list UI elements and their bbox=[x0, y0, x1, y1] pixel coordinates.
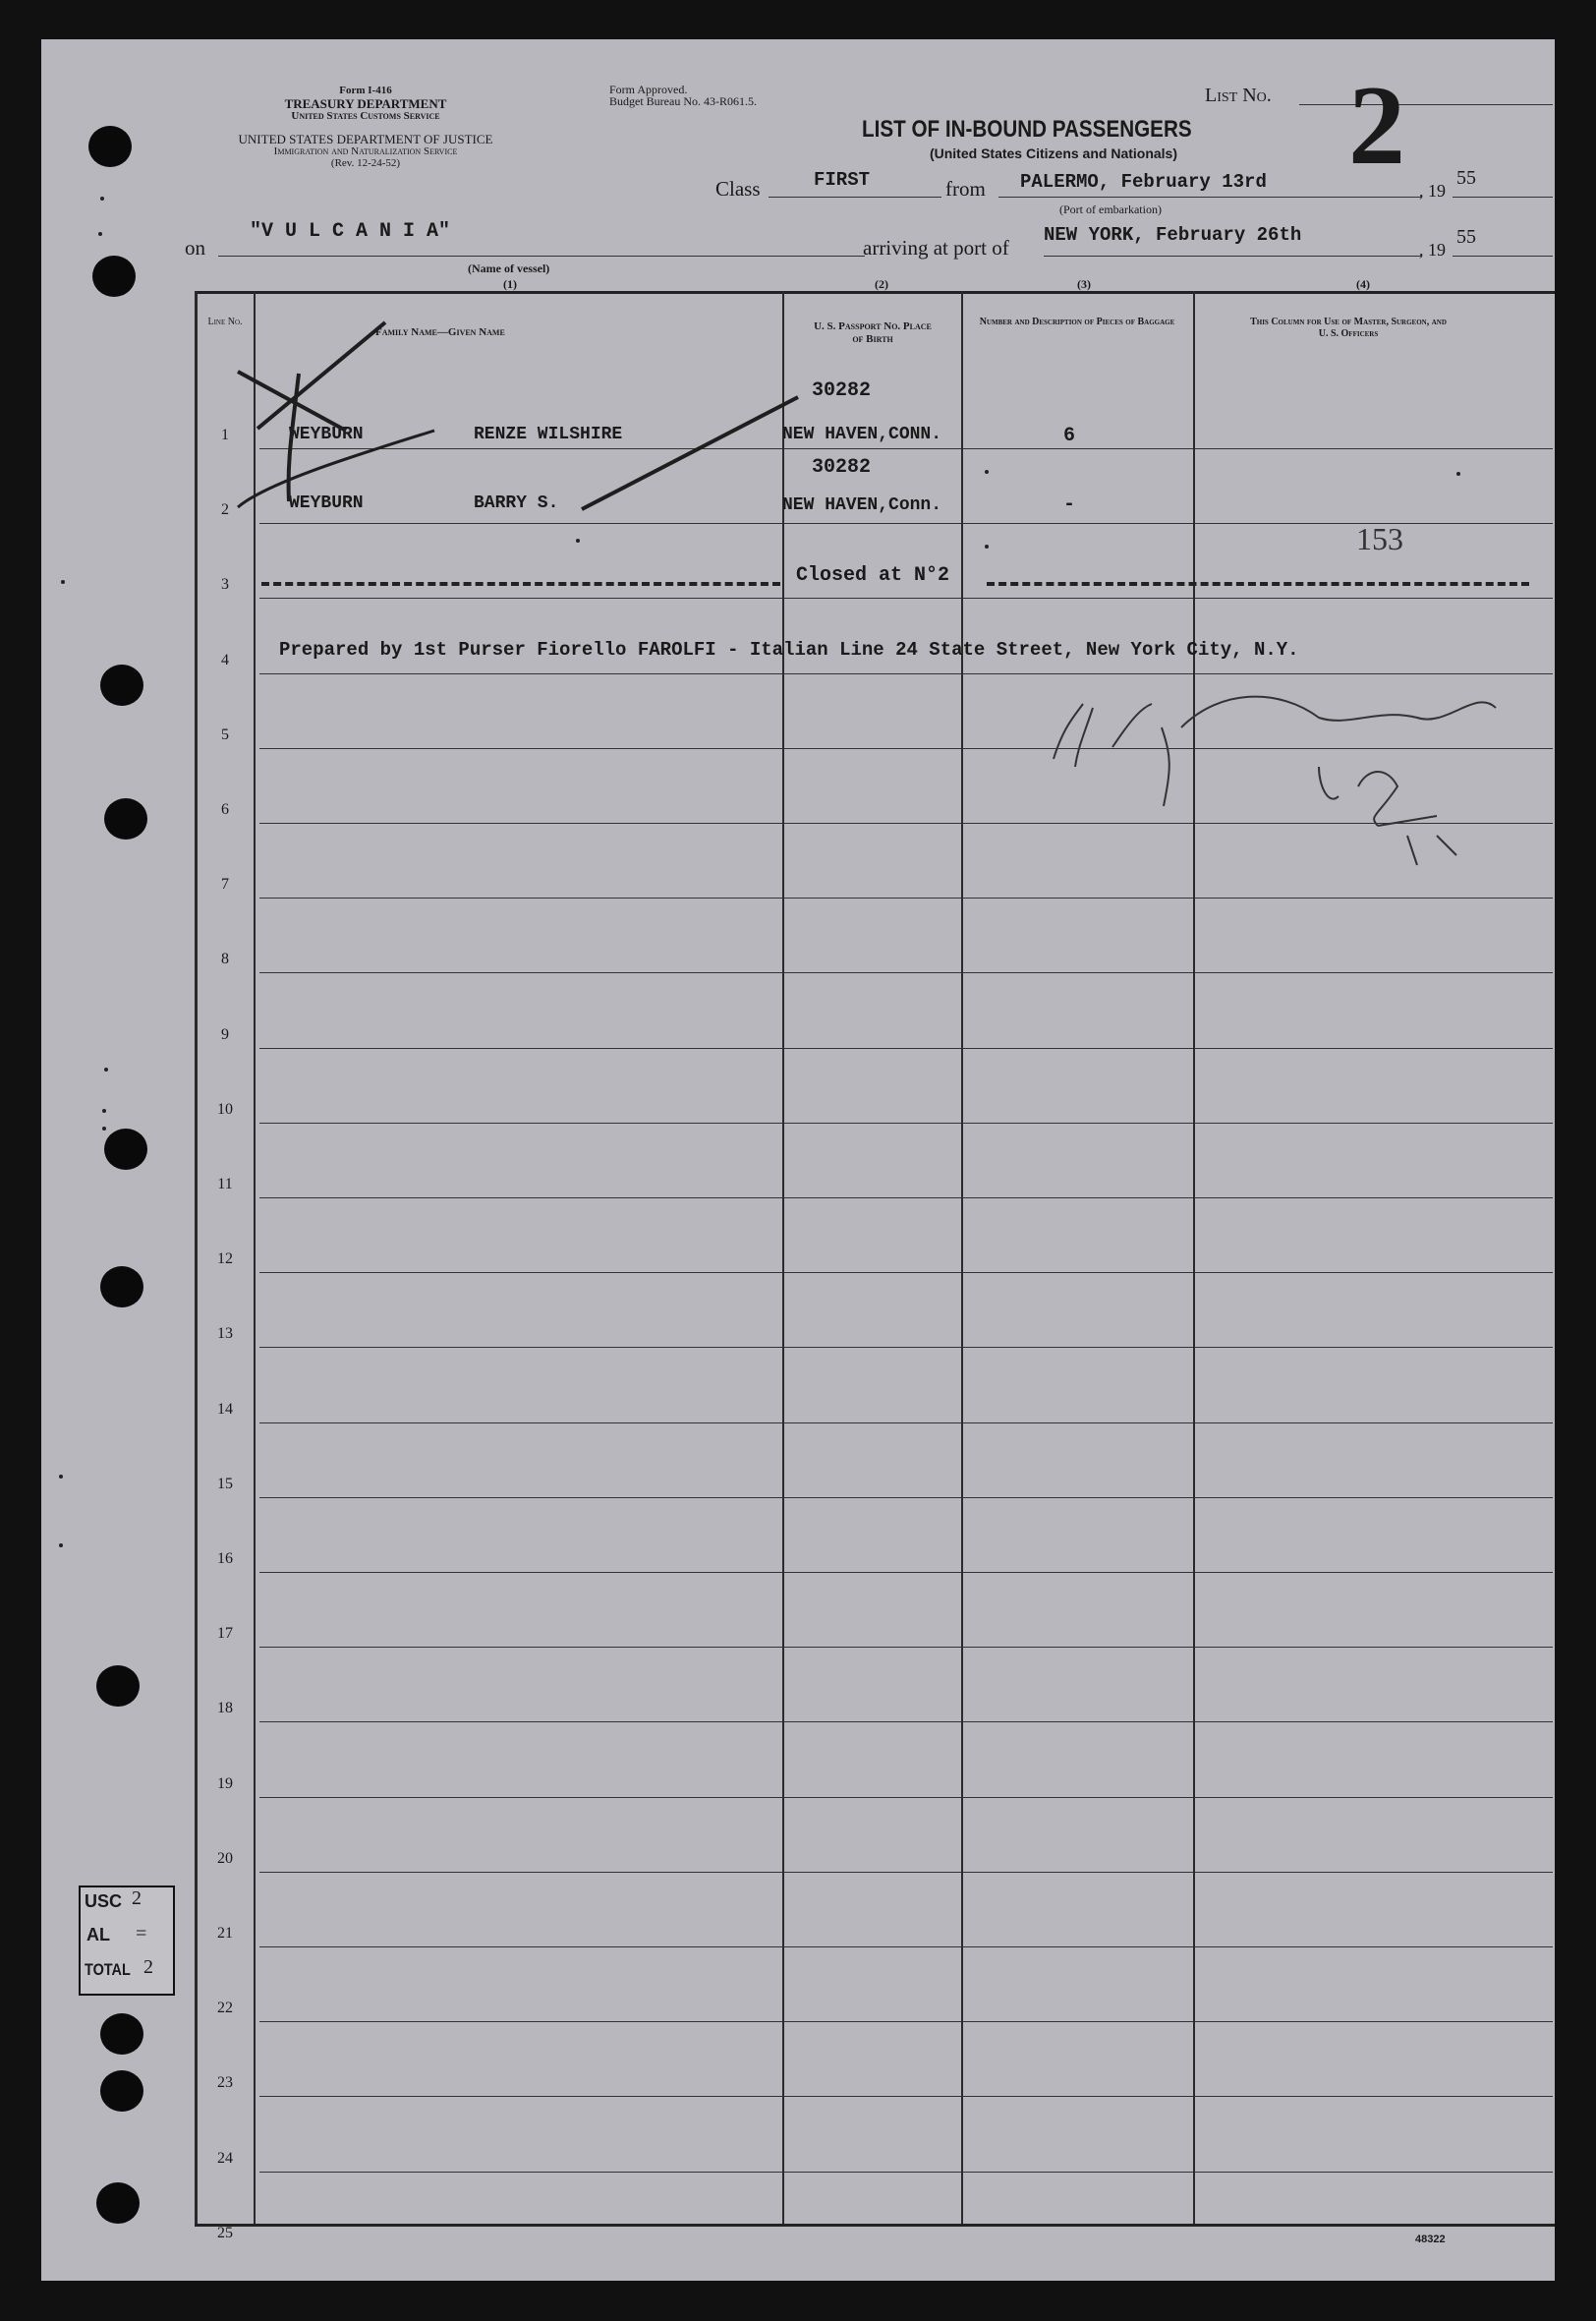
form-revision: (Rev. 12-24-52) bbox=[330, 157, 401, 169]
year-1: 55 bbox=[1456, 167, 1476, 189]
line-number-22: 22 bbox=[217, 2000, 233, 2017]
line-number-19: 19 bbox=[217, 1774, 233, 1792]
customs-service: United States Customs Service bbox=[291, 110, 440, 122]
class-label: Class bbox=[715, 177, 761, 201]
row1-birthplace: NEW HAVEN,CONN. bbox=[782, 425, 942, 444]
justice-department: UNITED STATES DEPARTMENT OF JUSTICE bbox=[238, 132, 493, 146]
stamp-number: 153 bbox=[1356, 521, 1403, 556]
on-label: on bbox=[185, 236, 205, 260]
page-subtitle: (United States Citizens and Nationals) bbox=[929, 145, 1178, 161]
list-number: 2 bbox=[1348, 63, 1405, 189]
line-number-15: 15 bbox=[217, 1475, 233, 1492]
page-title: LIST OF IN-BOUND PASSENGERS bbox=[862, 116, 1192, 143]
port-embarkation-label: (Port of embarkation) bbox=[1059, 203, 1162, 216]
line-number-9: 9 bbox=[221, 1025, 229, 1043]
line-number-21: 21 bbox=[217, 1925, 233, 1942]
document-sheet bbox=[41, 39, 1555, 2281]
prepared-by: Prepared by 1st Purser Fiorello FAROLFI - Italian Line 24 State Street, New York City, N.Y. bbox=[279, 639, 1299, 661]
col-number-1: (1) bbox=[503, 277, 517, 291]
row1-family-name: WEYBURN bbox=[289, 425, 364, 444]
row2-passport: 30282 bbox=[812, 456, 872, 479]
header-line-no: Line No. bbox=[207, 317, 243, 327]
row2-birthplace: NEW HAVEN,Conn. bbox=[782, 495, 942, 515]
year-2: 55 bbox=[1456, 226, 1476, 248]
line-number-25: 25 bbox=[217, 2224, 233, 2241]
line-number-17: 17 bbox=[217, 1625, 233, 1643]
line-number-8: 8 bbox=[221, 951, 229, 968]
arriving-port: NEW YORK, February 26th bbox=[1044, 224, 1302, 246]
budget-bureau: Budget Bureau No. 43-R061.5. bbox=[609, 94, 757, 108]
line-number-7: 7 bbox=[221, 876, 229, 894]
year-prefix-1: , 19 bbox=[1419, 181, 1446, 201]
closed-at-line: Closed at N°2 bbox=[796, 564, 950, 587]
header-family-name: Family Name—Given Name bbox=[375, 326, 505, 338]
line-number-3: 3 bbox=[221, 576, 229, 594]
list-no-label: List No. bbox=[1205, 85, 1272, 106]
line-number-6: 6 bbox=[221, 801, 229, 818]
row2-given-name: BARRY S. bbox=[474, 493, 559, 513]
tally-total-label: TOTAL bbox=[85, 1960, 131, 1979]
ins-service: Immigration and Naturalization Service bbox=[273, 145, 458, 157]
line-number-13: 13 bbox=[217, 1325, 233, 1343]
line-number-11: 11 bbox=[217, 1176, 233, 1192]
from-value: PALERMO, February 13rd bbox=[1020, 171, 1267, 193]
row1-passport: 30282 bbox=[812, 379, 872, 402]
header-officers: This Column for Use of Master, Surgeon, and U. S. Officers bbox=[1250, 317, 1447, 339]
line-number-14: 14 bbox=[217, 1400, 233, 1418]
line-number-4: 4 bbox=[221, 651, 229, 668]
line-number-18: 18 bbox=[217, 1700, 233, 1717]
treasury-department: TREASURY DEPARTMENT bbox=[284, 96, 447, 111]
line-number-23: 23 bbox=[217, 2074, 233, 2092]
tally-usc-label: USC bbox=[85, 1891, 123, 1911]
header-baggage: Number and Description of Pieces of Baggage bbox=[979, 317, 1175, 327]
line-number-12: 12 bbox=[217, 1250, 233, 1268]
row2-baggage: - bbox=[1063, 493, 1076, 516]
vessel-name: "V U L C A N I A" bbox=[250, 220, 451, 243]
line-number-1: 1 bbox=[221, 427, 229, 443]
handwritten-marks bbox=[41, 39, 1555, 2281]
row1-baggage: 6 bbox=[1063, 425, 1076, 447]
line-number-2: 2 bbox=[221, 501, 229, 519]
form-approved: Form Approved. bbox=[609, 83, 688, 96]
col-number-4: (4) bbox=[1356, 277, 1370, 291]
col-number-2: (2) bbox=[875, 277, 888, 291]
footer-code: 48322 bbox=[1415, 2234, 1446, 2245]
tally-box bbox=[79, 1886, 175, 1996]
tally-al-value: = bbox=[136, 1923, 147, 1944]
tally-al-label: AL bbox=[86, 1925, 110, 1944]
vessel-label: (Name of vessel) bbox=[468, 261, 550, 275]
class-value: FIRST bbox=[814, 169, 871, 191]
tally-usc-value: 2 bbox=[132, 1887, 142, 1909]
form-number: Form I-416 bbox=[339, 85, 392, 96]
line-number-24: 24 bbox=[217, 2149, 233, 2167]
line-number-5: 5 bbox=[221, 725, 229, 743]
header-passport: U. S. Passport No. Place of Birth bbox=[814, 320, 932, 345]
year-prefix-2: , 19 bbox=[1419, 240, 1446, 260]
row2-family-name: WEYBURN bbox=[289, 493, 364, 513]
row1-given-name: RENZE WILSHIRE bbox=[474, 425, 623, 444]
line-number-20: 20 bbox=[217, 1849, 233, 1867]
tally-total-value: 2 bbox=[143, 1956, 153, 1978]
from-label: from bbox=[945, 177, 986, 201]
line-number-16: 16 bbox=[217, 1550, 233, 1567]
line-number-10: 10 bbox=[217, 1100, 233, 1118]
arriving-label: arriving at port of bbox=[863, 236, 1009, 260]
col-number-3: (3) bbox=[1077, 277, 1091, 291]
